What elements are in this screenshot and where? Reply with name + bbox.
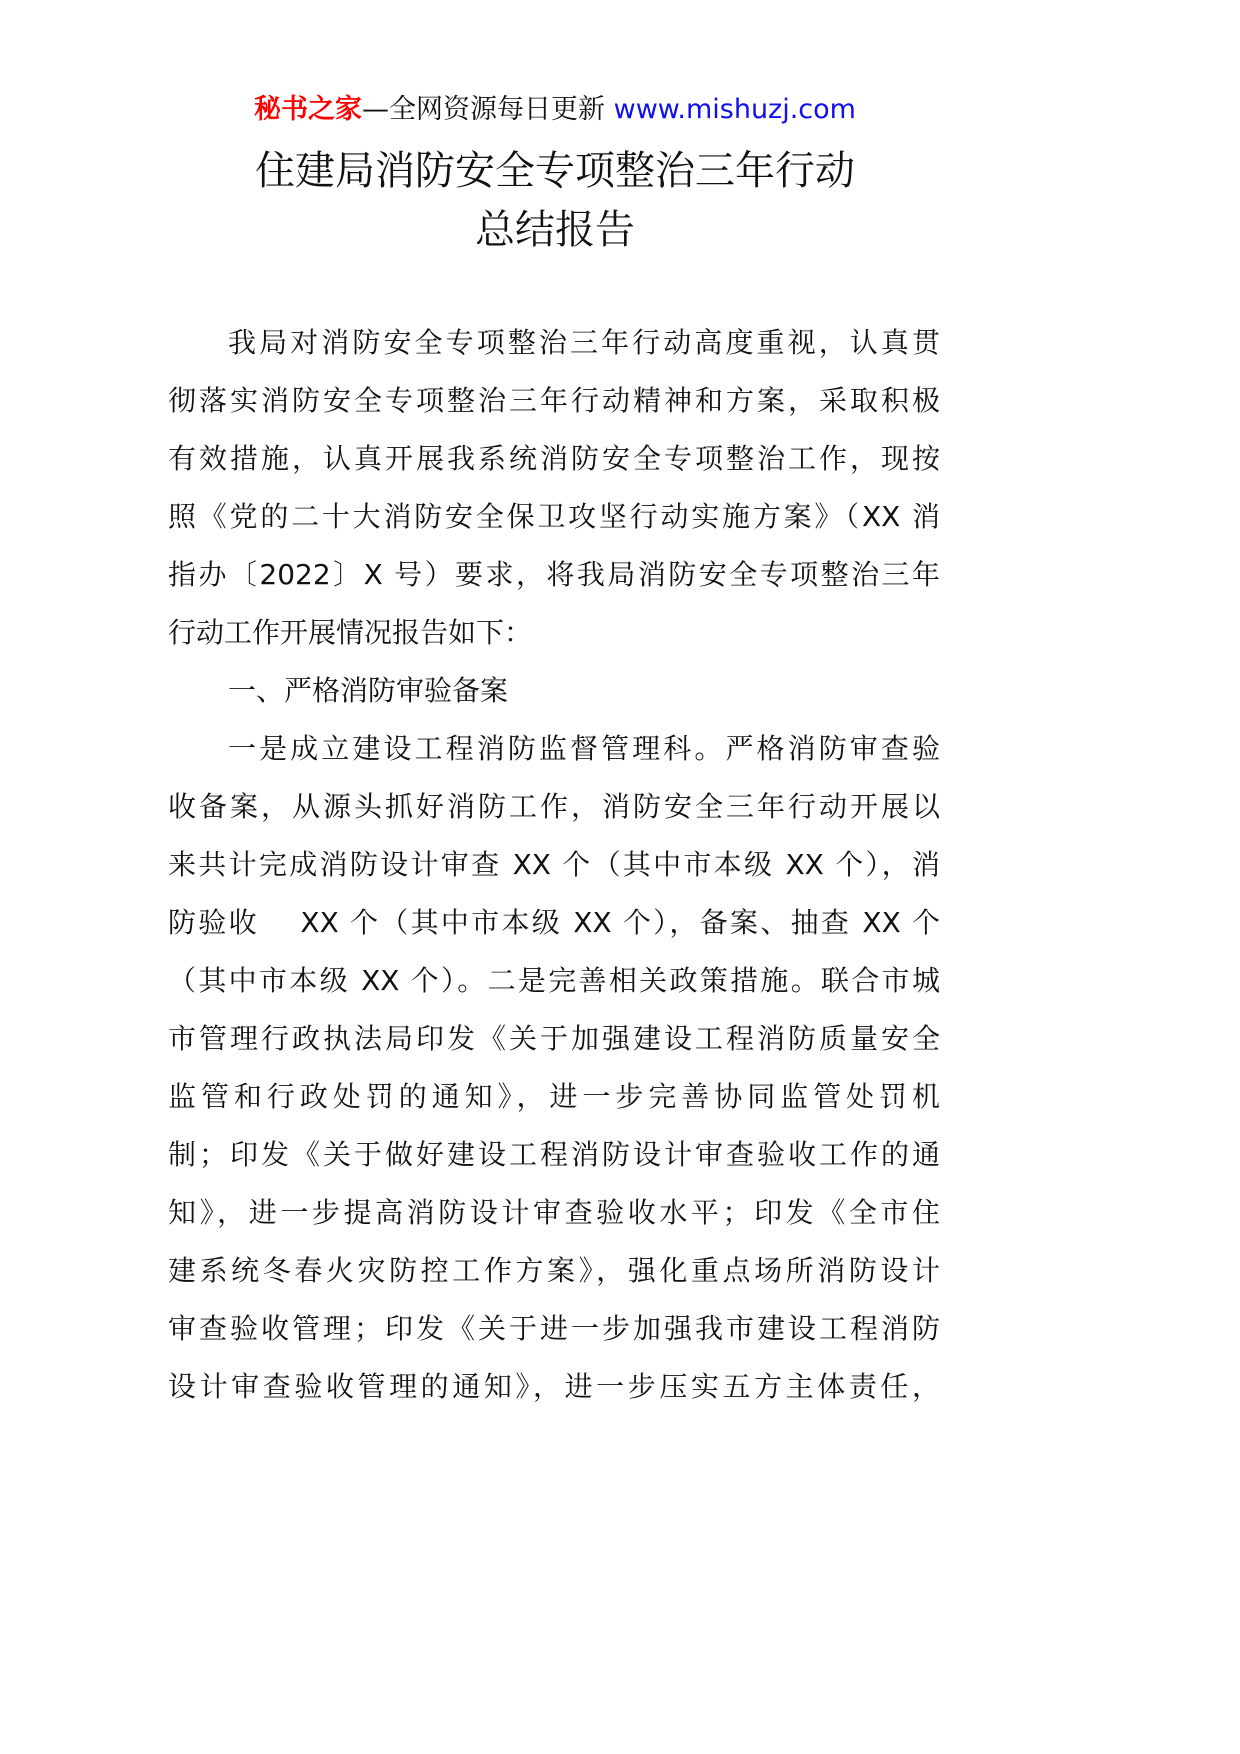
paragraph-line: 照《党的二十大消防安全保卫攻坚行动实施方案》（XX 消 — [168, 500, 940, 533]
paragraph-line: 一是成立建设工程消防监督管理科。严格消防审查验 — [228, 732, 940, 765]
banner-tagline: —全网资源每日更新 — [362, 94, 614, 125]
paragraph-line: 制；印发《关于做好建设工程消防设计审查验收工作的通 — [168, 1138, 940, 1171]
paragraph-line: 监管和行政处罚的通知》，进一步完善协同监管处罚机 — [168, 1080, 940, 1113]
paragraph-line: 有效措施，认真开展我系统消防安全专项整治工作，现按 — [168, 442, 940, 475]
paragraph-line: 知》，进一步提高消防设计审查验收水平；印发《全市住 — [168, 1196, 940, 1229]
banner-brand: 秘书之家 — [254, 94, 363, 125]
banner-url[interactable]: www.mishuzj.com — [613, 94, 856, 125]
paragraph-line: （其中市本级 XX 个）。二是完善相关政策措施。联合市城 — [168, 964, 940, 997]
site-banner — [0, 90, 1110, 130]
paragraph-line: 指办〔2022〕X 号）要求，将我局消防安全专项整治三年 — [168, 558, 940, 591]
document-title-line1: 住建局消防安全专项整治三年行动 — [255, 148, 855, 194]
paragraph-line: 收备案，从源头抓好消防工作，消防安全三年行动开展以 — [168, 790, 940, 823]
paragraph-line: 建系统冬春火灾防控工作方案》，强化重点场所消防设计 — [168, 1254, 940, 1287]
document-title-line2: 总结报告 — [475, 207, 635, 253]
document-body — [168, 314, 940, 1416]
section-heading: 一、严格消防审验备案 — [228, 674, 509, 707]
paragraph-line: 设计审查验收管理的通知》，进一步压实五方主体责任， — [168, 1370, 940, 1403]
paragraph-line: 审查验收管理；印发《关于进一步加强我市建设工程消防 — [168, 1312, 940, 1345]
paragraph-line: 来共计完成消防设计审查 XX 个（其中市本级 XX 个），消 — [168, 848, 940, 881]
paragraph-line: 彻落实消防安全专项整治三年行动精神和方案，采取积极 — [168, 384, 940, 417]
paragraph-line: 行动工作开展情况报告如下： — [168, 616, 533, 649]
paragraph-line: 我局对消防安全专项整治三年行动高度重视，认真贯 — [228, 326, 940, 359]
paragraph-line: 市管理行政执法局印发《关于加强建设工程消防质量安全 — [168, 1022, 940, 1055]
paragraph-line: 防验收 XX 个（其中市本级 XX 个），备案、抽查 XX 个 — [168, 906, 940, 939]
